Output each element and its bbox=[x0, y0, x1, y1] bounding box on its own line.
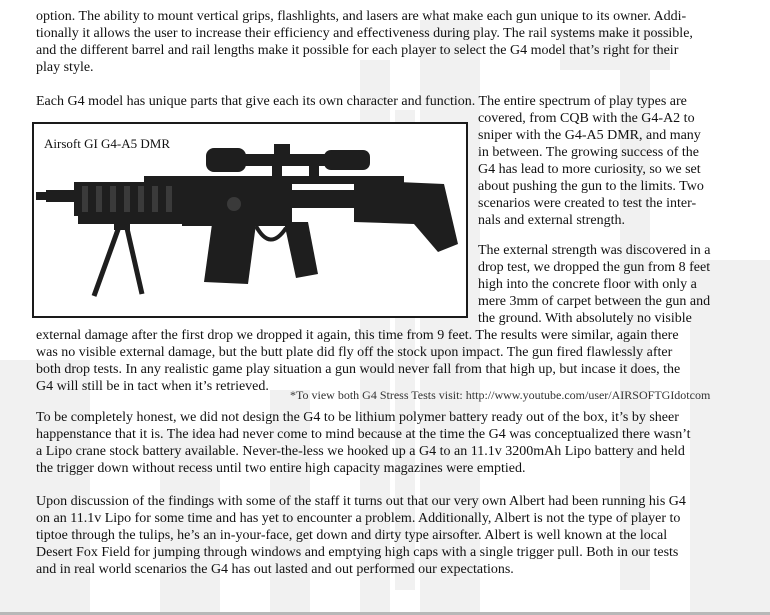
text-line: To be completely honest, we did not design the G4 to be lithium polymer battery ready out of the box, it’s by sheer bbox=[36, 410, 679, 425]
text-line: play style. bbox=[36, 60, 94, 75]
text-line: both drop tests. In any realistic game play situation a gun would never fall from that high up, but incase it does, the bbox=[36, 362, 681, 377]
text-line: tiptoe through the tulips, he’s an in-your-face, get down and dirty type airsofter. Albert is well known at the local bbox=[36, 528, 668, 543]
text-line: covered, from CQB with the G4-A2 to bbox=[478, 111, 695, 126]
text-line: tionally it allows the user to increase their efficiency and effectiveness during play. The rail systems make it possible, bbox=[36, 26, 693, 41]
stress-test-link-note: *To view both G4 Stress Tests visit: http://www.youtube.com/user/AIRSOFTGIdotcom bbox=[290, 388, 711, 402]
text-line: G4 has lead to more curiosity, so we set bbox=[478, 162, 701, 177]
text-line: was no visible external damage, but the butt plate did fly off the stock upon impact. The gun fired flawlessly after bbox=[36, 345, 673, 360]
text-line: The external strength was discovered in a bbox=[478, 243, 711, 258]
text-line: and in real world scenarios the G4 has out lasted and out performed our expectations. bbox=[36, 562, 514, 577]
text-line: Upon discussion of the findings with some of the staff it turns out that our very own Albert had been running his G4 bbox=[36, 494, 686, 509]
text-line: Desert Fox Field for jumping through windows and emptying high caps with a single trigger pull. Both in our tests bbox=[36, 545, 679, 560]
text-line: high into the concrete floor with only a bbox=[478, 277, 697, 292]
text-line: in between. The growing success of the bbox=[478, 145, 699, 160]
text-line: option. The ability to mount vertical grips, flashlights, and lasers are what make each gun unique to its owner. Addi- bbox=[36, 9, 687, 24]
text-line: scenarios were created to test the inter- bbox=[478, 196, 697, 211]
text-line: about pushing the gun to the limits. Two bbox=[478, 179, 704, 194]
text-line: on an 11.1v Lipo for some time and has yet to encounter a problem. Additionally, Albert is not the type of player to bbox=[36, 511, 681, 526]
text-line: mere 3mm of carpet between the gun and bbox=[478, 294, 711, 309]
text-line: a Lipo crane stock battery available. Never-the-less we hooked up a G4 to an 11.1v 3200mAh Lipo battery and held bbox=[36, 444, 685, 459]
text-line: drop test, we dropped the gun from 8 feet bbox=[478, 260, 711, 275]
rifle-illustration bbox=[34, 124, 466, 316]
text-line: happenstance that it is. The idea had never come to mind because at the time the G4 was conceptualized there wasn’t bbox=[36, 427, 691, 442]
figure-caption: Airsoft GI G4-A5 DMR bbox=[44, 136, 171, 151]
rifle-figure bbox=[32, 122, 468, 318]
text-line: sniper with the G4-A5 DMR, and many bbox=[478, 128, 701, 143]
text-line: external damage after the first drop we dropped it again, this time from 9 feet. The results were similar, again there bbox=[36, 328, 679, 343]
text-line: nals and external strength. bbox=[478, 213, 625, 228]
text-line: G4 will still be in tact when it’s retrieved. bbox=[36, 379, 269, 394]
text-line: the ground. With absolutely no visible bbox=[478, 311, 692, 326]
text-line: Each G4 model has unique parts that give each its own character and function. The entire spectrum of play types are bbox=[36, 94, 687, 109]
text-line: the trigger down without recess until two entire high capacity magazines were emptied. bbox=[36, 461, 526, 476]
text-line: and the different barrel and rail lengths make it possible for each player to select the G4 model that’s right for their bbox=[36, 43, 679, 58]
